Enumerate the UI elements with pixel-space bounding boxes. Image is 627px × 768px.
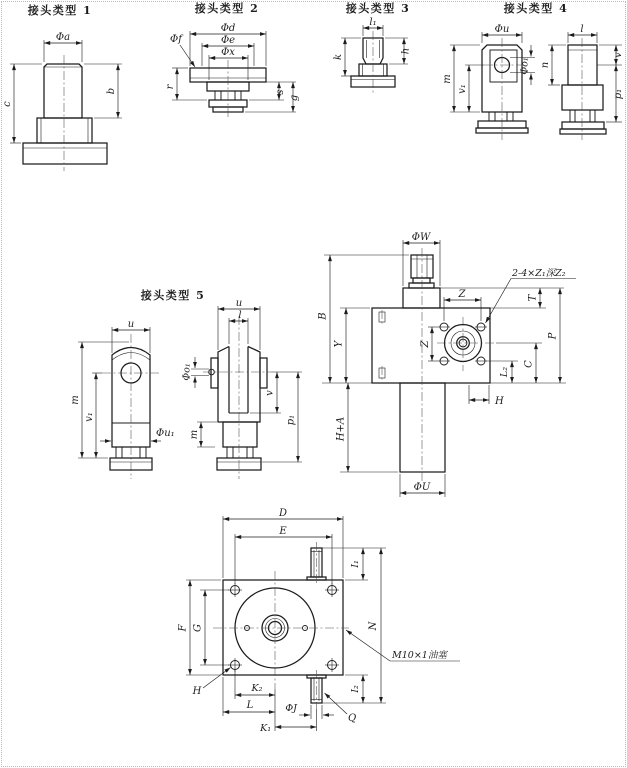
dim-label-h: h: [400, 47, 412, 55]
dim-label-v1: v₁: [457, 84, 468, 94]
dim-label-m: m: [189, 429, 200, 440]
joint-type-5-view: [70, 288, 302, 479]
joint-type-2-view: [165, 1, 300, 119]
dim-label-h-plus-a: H+A: [335, 416, 347, 442]
dim-label-d: D: [278, 508, 288, 519]
dim-label-l2: L₂: [499, 366, 510, 378]
dim-label-c: c: [2, 101, 13, 107]
dim-label-l1: l₁: [369, 17, 377, 28]
dim-label-p1: p₁: [285, 414, 297, 426]
dim-label-l: L: [246, 700, 254, 711]
dim-label-p1: p₁: [613, 88, 624, 100]
dim-label-p: P: [547, 332, 559, 340]
dim-label-n: N: [368, 621, 379, 631]
dim-label-l: l: [580, 24, 584, 35]
joint-type-4-title: 接头类型 4: [503, 2, 569, 15]
dim-label-b: B: [317, 312, 329, 320]
dim-label-u: u: [235, 298, 243, 309]
dim-label-n: n: [540, 61, 551, 69]
dim-label-phi-w: ΦW: [411, 232, 431, 243]
joint-type-3-title: 接头类型 3: [345, 2, 411, 15]
dim-label-phi-o1: Φo₁: [181, 363, 193, 381]
dim-label-phi-u: Φu: [494, 24, 510, 35]
dim-label-f: F: [177, 624, 189, 632]
bottom-flange-view: [178, 508, 461, 734]
dim-label-v: v: [264, 390, 276, 396]
dim-label-phi-u: ΦU: [413, 482, 431, 493]
dim-label-q: Q: [348, 713, 357, 724]
dim-label-z-top: Z: [458, 289, 466, 300]
dim-label-g: g: [289, 94, 300, 102]
joint-type-2-title: 接头类型 2: [194, 2, 260, 15]
dim-label-phi-e: Φe: [220, 35, 236, 46]
dim-label-l: l: [238, 310, 242, 321]
joint-type-1-view: [2, 3, 122, 171]
joint-type-5-title: 接头类型 5: [140, 289, 206, 302]
dim-label-k2: K₂: [251, 683, 263, 694]
dim-label-h: H: [495, 396, 504, 407]
dim-label-i2: I₂: [350, 685, 361, 693]
dim-label-h: H: [192, 686, 202, 697]
dim-label-r: r: [165, 84, 176, 90]
dim-label-phi-u1: Φu₁: [156, 428, 175, 439]
dim-label-m: m: [70, 395, 81, 405]
dim-label-k1: K₁: [260, 723, 271, 734]
dim-label-u: u: [127, 319, 135, 330]
dim-label-phi-o1: Φo₁: [519, 57, 531, 75]
dim-label-b: b: [106, 87, 117, 95]
tapped-holes-callout: 2-4×Z₁深Z₂: [512, 268, 566, 279]
dim-label-phi-x: Φx: [221, 47, 235, 58]
dim-label-v1: v₁: [84, 412, 95, 422]
dim-label-t: T: [527, 294, 539, 302]
dim-label-c: C: [523, 360, 535, 368]
dim-label-phi-d: Φd: [220, 23, 236, 34]
gearbox-housing: [372, 308, 490, 383]
dim-label-phi-j: ΦJ: [285, 703, 297, 714]
dim-label-y: Y: [333, 340, 345, 348]
dim-label-g: G: [192, 624, 204, 632]
dim-label-phi-f: Φf: [170, 34, 182, 45]
joint-type-1-title: 接头类型 1: [27, 4, 93, 17]
dim-label-s: s: [275, 89, 286, 95]
lower-tube: [400, 383, 445, 472]
dim-label-m: m: [442, 74, 453, 84]
joint-type-4-view: [442, 1, 624, 140]
dim-label-i1: I₁: [350, 560, 361, 568]
main-assembly-view: [318, 232, 577, 497]
dim-label-phi-a: Φa: [55, 32, 71, 43]
joint-type-3-view: [333, 1, 412, 94]
dim-label-v: v: [613, 52, 624, 58]
dim-label-e: E: [279, 526, 287, 537]
flange-plate: [223, 580, 343, 675]
dim-label-k: k: [333, 53, 344, 61]
oil-plug-callout: M10×1油塞: [392, 650, 447, 661]
dim-label-z-side: Z: [420, 340, 431, 348]
